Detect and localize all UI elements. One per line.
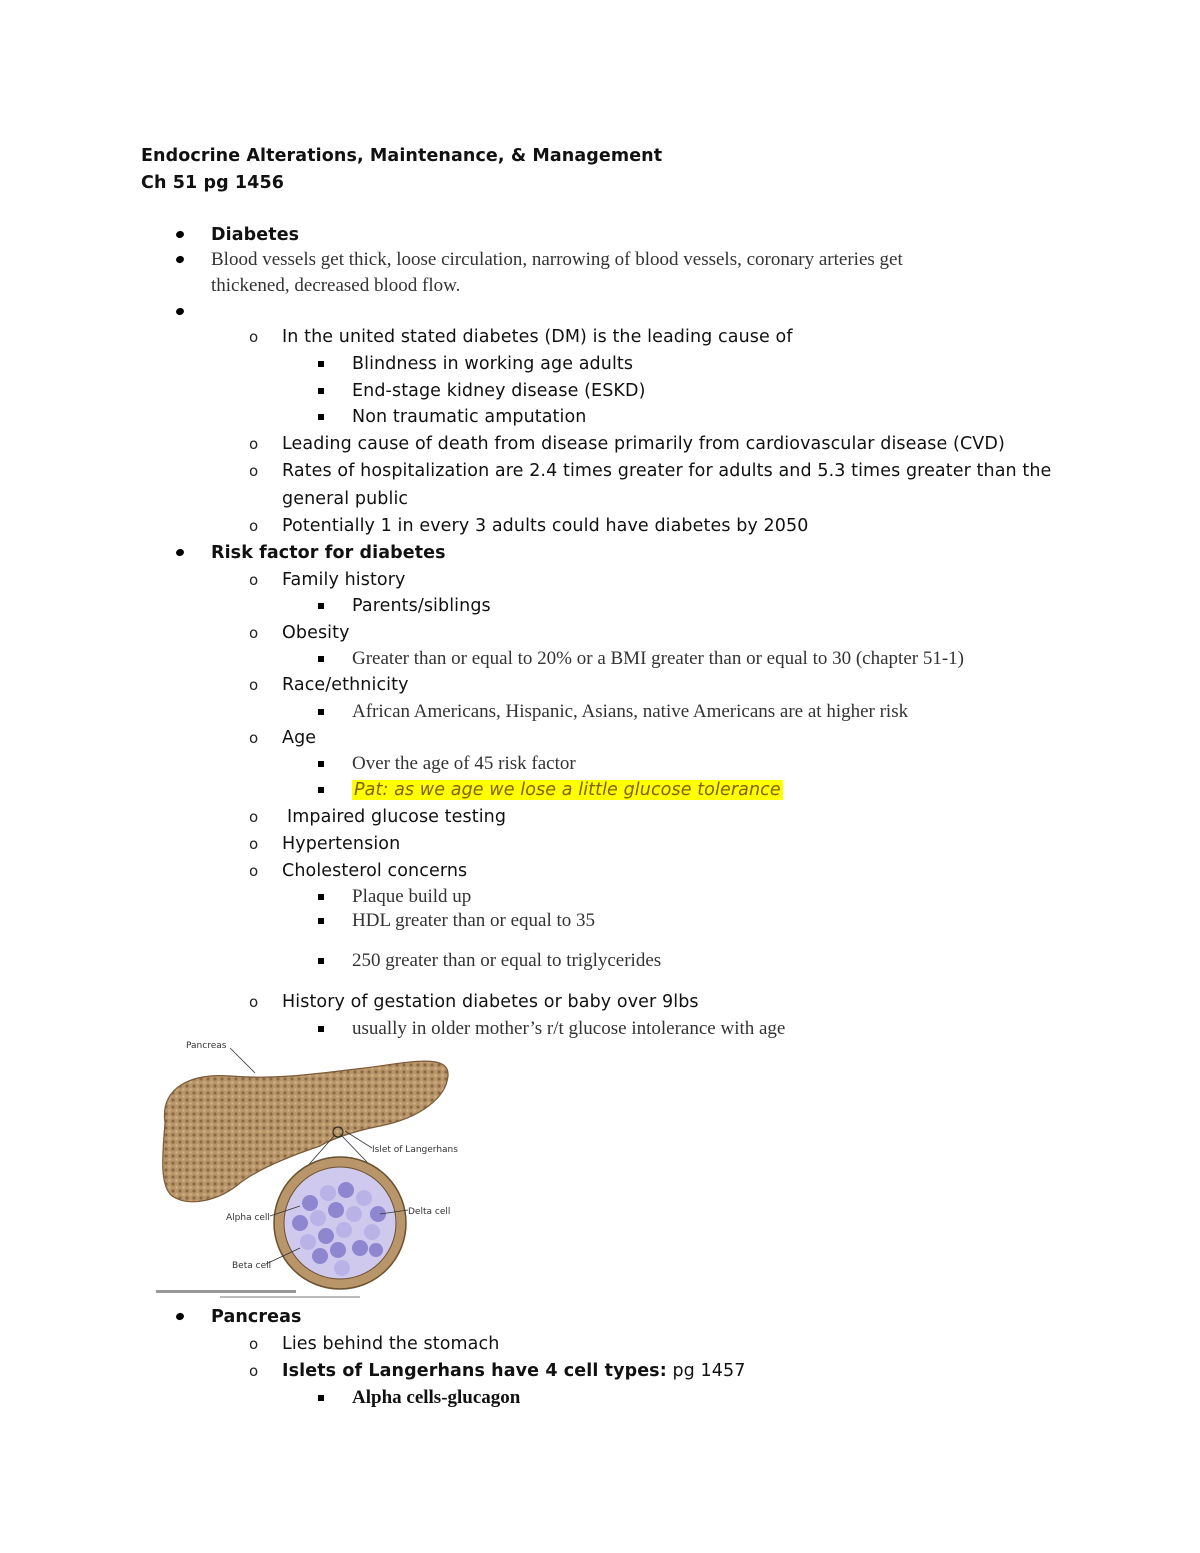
risk-race-item: African Americans, Hispanic, Asians, native Americans are at higher risk (352, 701, 909, 722)
document-title: Endocrine Alterations, Maintenance, & Management (141, 146, 663, 166)
risk-gestation-item: usually in older mother’s r/t glucose intolerance with age (352, 1018, 786, 1039)
bullet-circle: o (249, 328, 259, 346)
label-pancreas: Pancreas (186, 1041, 227, 1051)
risk-obesity: Obesity (282, 623, 350, 643)
risk-family-history: Family history (282, 570, 406, 590)
hospitalization-statement: Rates of hospitalization are 2.4 times greater for adults and 5.3 times greater than the (282, 461, 1052, 481)
bullet-circle: o (249, 435, 259, 453)
risk-hypertension: Hypertension (282, 834, 401, 854)
diabetes-note-cont: thickened, decreased blood flow. (211, 275, 461, 296)
bullet-square (318, 388, 324, 394)
us-leading-cause: In the united stated diabetes (DM) is the leading cause of (282, 327, 793, 347)
hospitalization-statement-cont: general public (282, 489, 409, 509)
bullet-circle: o (249, 729, 259, 747)
bullet-square (318, 603, 324, 609)
bullet-circle: o (249, 571, 259, 589)
risk-age-highlight (352, 777, 783, 803)
leading-cause-item: End-stage kidney disease (ESKD) (352, 381, 646, 401)
bullet-circle: o (249, 624, 259, 642)
bullet-disc (175, 230, 185, 239)
risk-gestation: History of gestation diabetes or baby over 9lbs (282, 992, 699, 1012)
bullet-square (318, 918, 324, 924)
bullet-square (318, 787, 324, 793)
pancreas-location: Lies behind the stomach (282, 1334, 500, 1354)
bullet-circle: o (249, 676, 259, 694)
bullet-square (318, 958, 324, 964)
bullet-circle: o (249, 835, 259, 853)
diabetes-note: Blood vessels get thick, loose circulation, narrowing of blood vessels, coronary arteries get (211, 249, 903, 270)
bullet-circle: o (249, 517, 259, 535)
bullet-circle: o (249, 1362, 259, 1380)
leading-cause-item: Non traumatic amputation (352, 407, 587, 427)
bullet-disc (175, 548, 185, 557)
leading-cause-item: Blindness in working age adults (352, 354, 634, 374)
bullet-circle: o (249, 1335, 259, 1353)
bullet-circle: o (249, 993, 259, 1011)
risk-family-item: Parents/siblings (352, 596, 491, 616)
label-alpha-cell: Alpha cell (226, 1213, 270, 1223)
risk-race: Race/ethnicity (282, 675, 409, 695)
islets-statement (282, 1358, 746, 1384)
bullet-square (318, 361, 324, 367)
caption-line (156, 1290, 296, 1293)
bullet-square (318, 894, 324, 900)
bullet-circle: o (249, 462, 259, 480)
bullet-circle: o (249, 862, 259, 880)
topic-diabetes: Diabetes (211, 225, 300, 245)
topic-risk-factors: Risk factor for diabetes (211, 543, 446, 563)
pancreas-illustration (150, 1028, 470, 1303)
bullet-disc (175, 255, 185, 264)
islets-page: pg 1457 (666, 1361, 746, 1381)
risk-age-item: Over the age of 45 risk factor (352, 753, 576, 774)
chol-item: 250 greater than or equal to triglycerides (352, 950, 662, 971)
bullet-disc-empty (175, 307, 185, 316)
bullet-square (318, 1395, 324, 1401)
risk-age: Age (282, 728, 317, 748)
potential-statement: Potentially 1 in every 3 adults could have diabetes by 2050 (282, 516, 809, 536)
label-islet: Islet of Langerhans (372, 1145, 458, 1155)
bullet-square (318, 761, 324, 767)
label-beta-cell: Beta cell (232, 1261, 272, 1271)
bullet-square (318, 414, 324, 420)
cvd-statement: Leading cause of death from disease primarily from cardiovascular disease (CVD) (282, 434, 1005, 454)
islets-bold: Islets of Langerhans have 4 cell types: (282, 1361, 667, 1381)
risk-obesity-item: Greater than or equal to 20% or a BMI greater than or equal to 30 (chapter 51-1) (352, 648, 964, 669)
chol-item: HDL greater than or equal to 35 (352, 910, 596, 931)
bullet-square (318, 709, 324, 715)
caption-line (220, 1296, 360, 1298)
risk-impaired-glucose: Impaired glucose testing (287, 807, 507, 827)
chol-item: Plaque build up (352, 886, 472, 907)
topic-pancreas: Pancreas (211, 1307, 302, 1327)
bullet-circle: o (249, 808, 259, 826)
bullet-disc (175, 1312, 185, 1321)
highlighted-note: Pat: as we age we lose a little glucose tolerance (354, 780, 781, 800)
risk-cholesterol: Cholesterol concerns (282, 861, 468, 881)
bullet-square (318, 656, 324, 662)
chapter-reference: Ch 51 pg 1456 (141, 173, 284, 193)
alpha-cells: Alpha cells-glucagon (352, 1387, 521, 1408)
label-delta-cell: Delta cell (408, 1207, 451, 1217)
